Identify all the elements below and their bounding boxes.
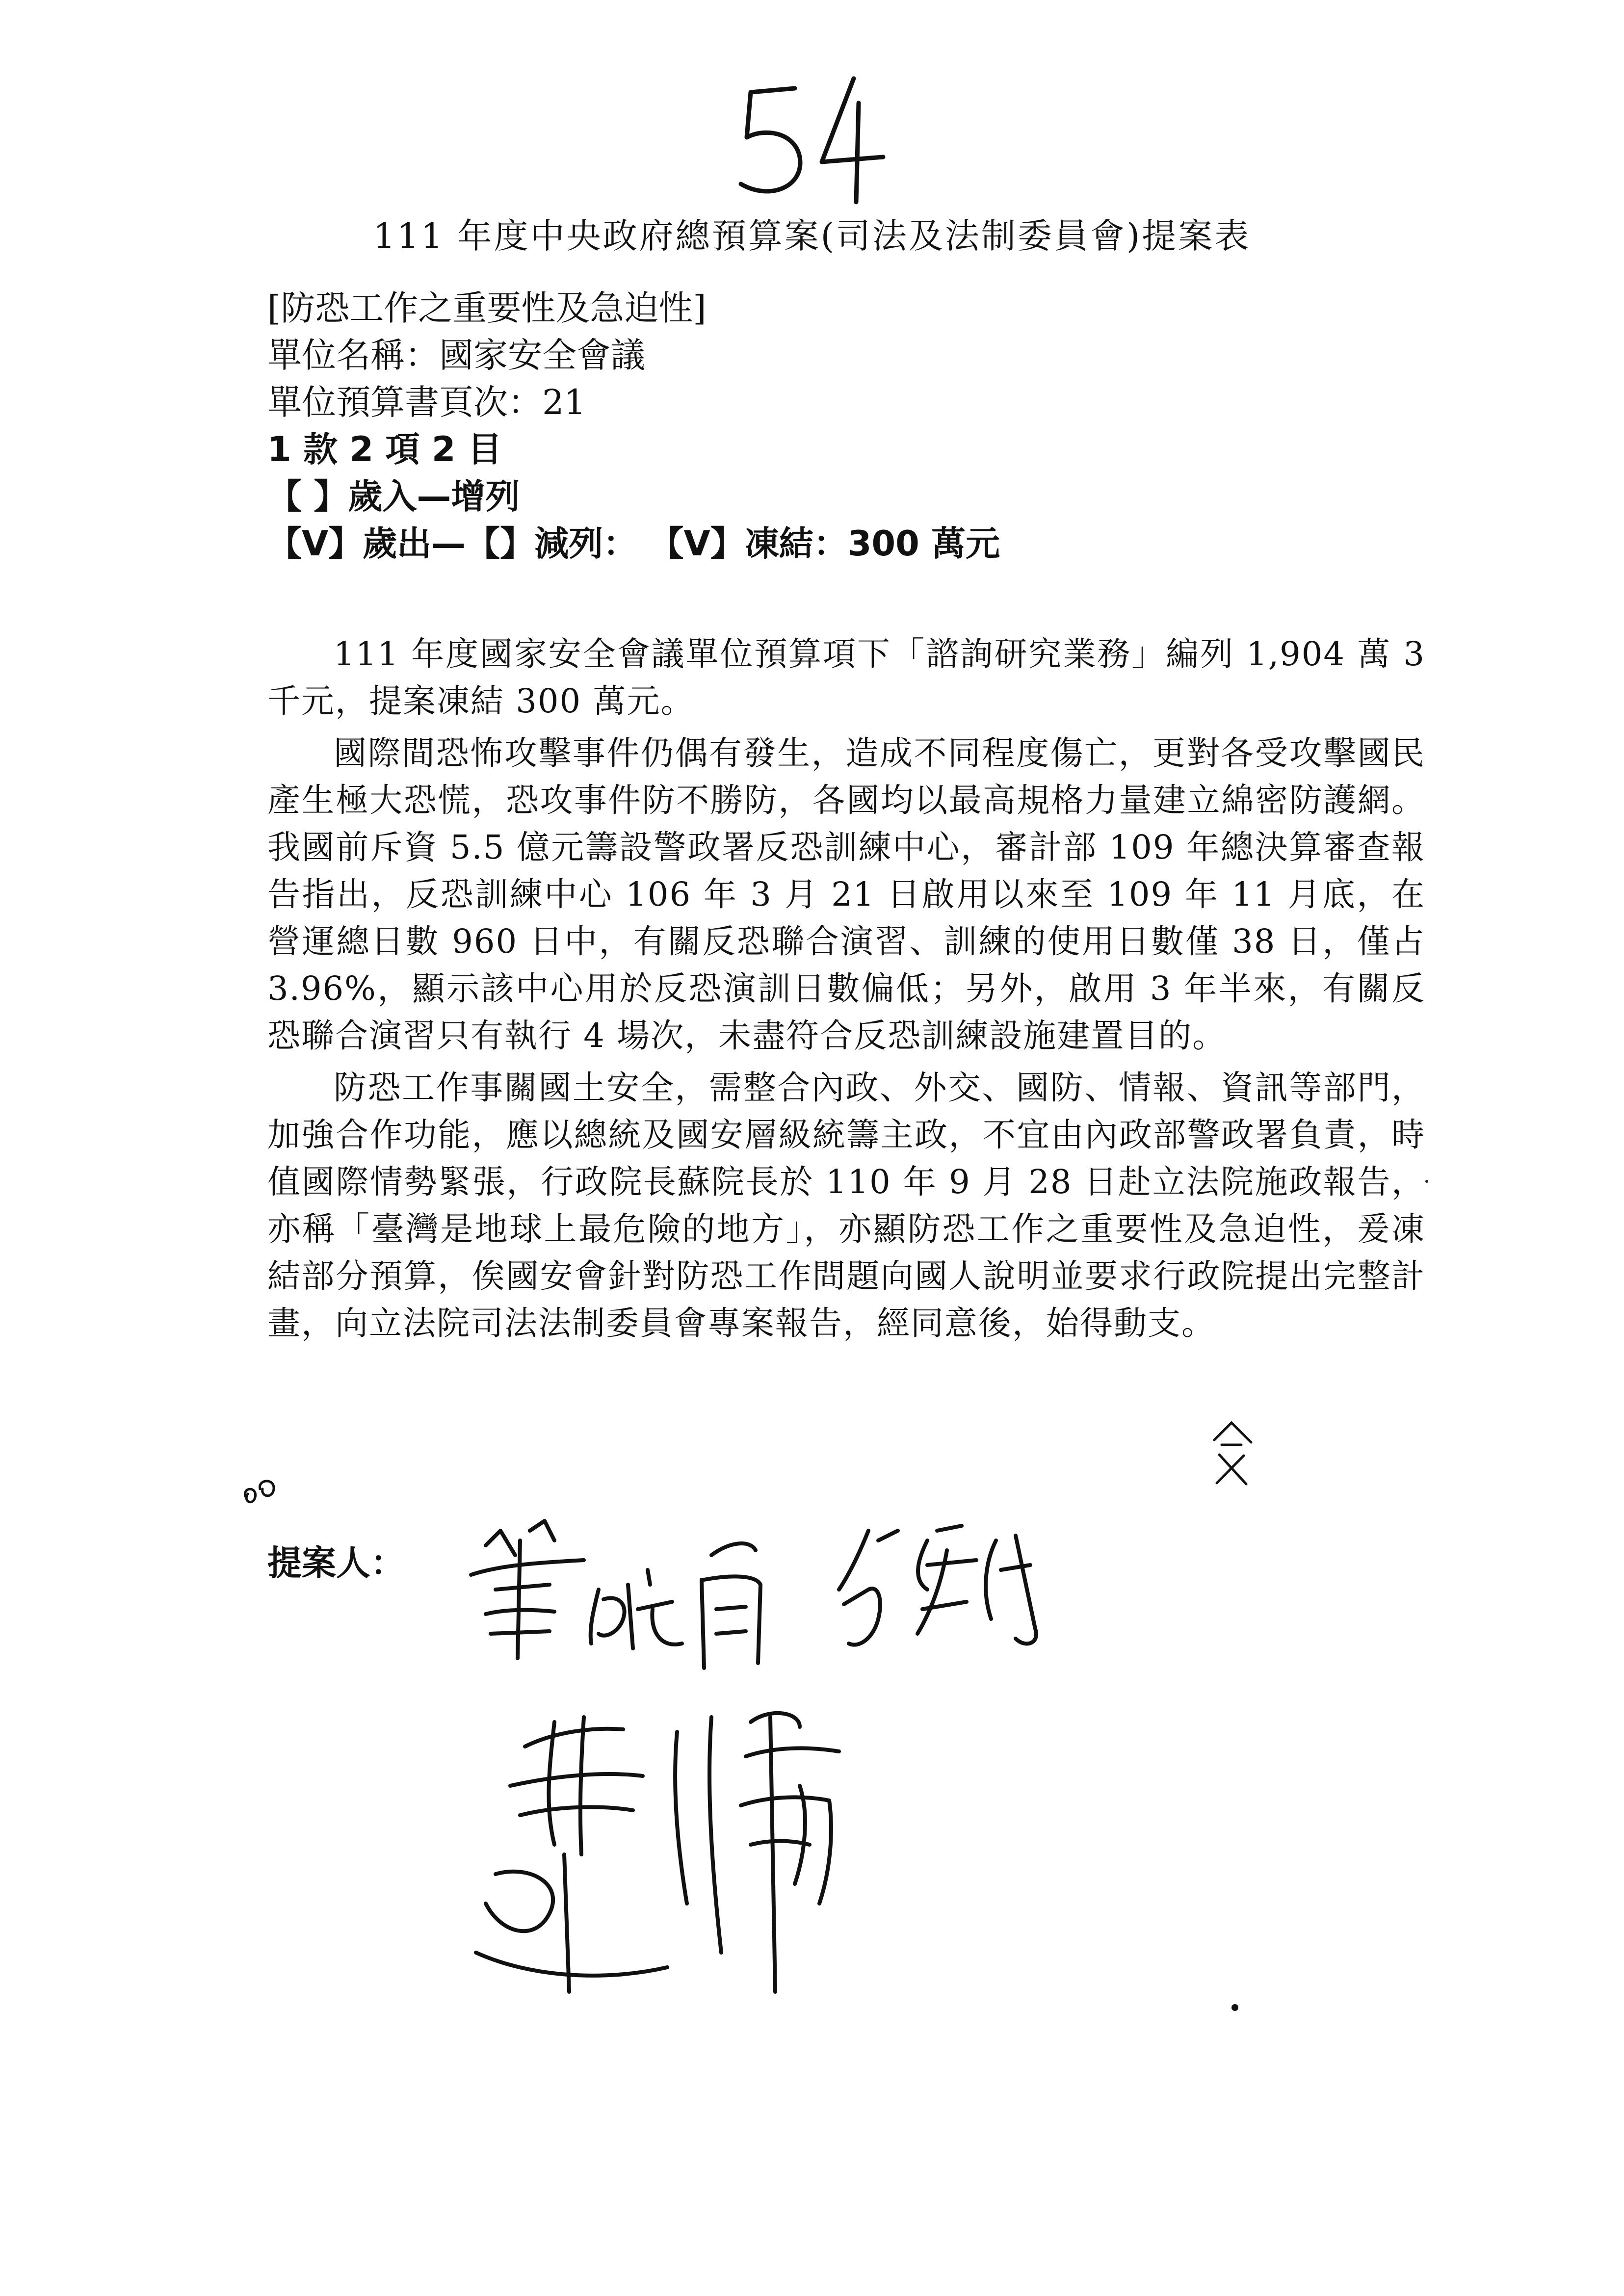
body-paragraph-1: 111 年度國家安全會議單位預算項下「諮詢研究業務」編列 1,904 萬 3 千元，提案凍結 300 萬元。 [267, 635, 1425, 720]
handwritten-mark-left [240, 1467, 285, 1506]
proposer-label: 提案人： [267, 1543, 405, 1583]
handwritten-signatures [456, 1511, 1143, 2011]
document-title: 111 年度中央政府總預算案(司法及法制委員會)提案表 [373, 216, 1251, 256]
handwritten-correction-mark [1205, 1415, 1258, 1489]
body-paragraph-3: 防恐工作事關國土安全，需整合內政、外交、國防、情報、資訊等部門，加強合作功能，應以總統及國安層級統籌主政，不宜由內政部警政署負責，時值國際情勢緊張，行政院長蘇院長於 110 年 9 月 28 日赴立法院施政報告，亦稱「臺灣是地球上最危險的地方」，亦顯防恐工作之重要性及急迫性，爰凍結部分預算，俟國安會針對防恐工作問題向國人說明並要求行政院提出完整計畫，向立法院司法法制委員會專案報告，經同意後，始得動支。 [267, 1069, 1425, 1342]
proposal-meta [267, 285, 1445, 567]
proposal-topic: [防恐工作之重要性及急迫性] [267, 288, 707, 328]
expenditure-line: 【V】歲出—【】減列： 【V】凍結：300 萬元 [267, 523, 1000, 564]
proposal-body [267, 630, 1425, 1347]
budget-page: 單位預算書頁次：21 [267, 382, 586, 422]
ink-speck [1425, 1180, 1428, 1183]
ink-dot [1231, 2004, 1238, 2011]
revenue-line: 【 】歲入—增列 [267, 476, 520, 517]
unit-name: 單位名稱：國家安全會議 [267, 335, 645, 375]
handwritten-page-number [731, 74, 888, 206]
body-paragraph-2: 國際間恐怖攻擊事件仍偶有發生，造成不同程度傷亡，更對各受攻擊國民產生極大恐慌，恐攻事件防不勝防，各國均以最高規格力量建立綿密防護網。我國前斥資 5.5 億元籌設警政署反恐訓練中心，審計部 109 年總決算審查報告指出，反恐訓練中心 106 年 3 月 21 日啟用以來至 109 年 11 月底，在營運總日數 960 日中，有關反恐聯合演習、訓練的使用日數僅 38 日，僅占 3.96%，顯示該中心用於反恐演訓日數偏低；另外，啟用 3 年半來，有關反恐聯合演習只有執行 4 場次，未盡符合反恐訓練設施建置目的。 [267, 734, 1425, 1055]
item-code: 1 款 2 項 2 目 [267, 429, 502, 470]
